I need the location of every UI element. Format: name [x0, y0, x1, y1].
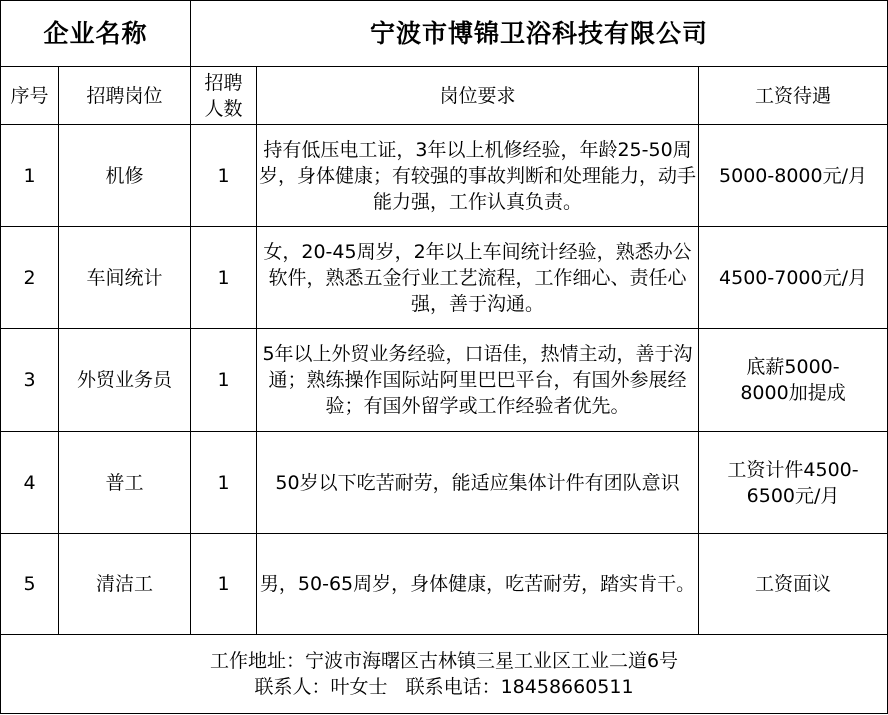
company-label: 企业名称 [1, 1, 191, 67]
header-count-line2: 人数 [204, 97, 243, 120]
row-requirements: 持有低压电工证，3年以上机修经验，年龄25-50周岁，身体健康；有较强的事故判断和处理能力，动手能力强，工作认真负责。 [257, 125, 699, 227]
row-index: 1 [1, 125, 59, 227]
company-row [1, 1, 888, 67]
footer-row [1, 635, 888, 714]
row-position: 车间统计 [59, 227, 191, 329]
row-position: 外贸业务员 [59, 329, 191, 432]
row-position: 清洁工 [59, 534, 191, 635]
row-index: 4 [1, 432, 59, 534]
table-row [1, 534, 888, 635]
header-row [1, 67, 888, 125]
row-salary: 工资面议 [699, 534, 888, 635]
header-salary: 工资待遇 [699, 67, 888, 125]
header-position: 招聘岗位 [59, 67, 191, 125]
header-count-line1: 招聘 [204, 71, 243, 94]
row-salary: 工资计件4500-6500元/月 [699, 432, 888, 534]
table-row [1, 432, 888, 534]
row-position: 普工 [59, 432, 191, 534]
row-count: 1 [191, 227, 257, 329]
table-row [1, 329, 888, 432]
row-requirements: 女，20-45周岁，2年以上车间统计经验，熟悉办公软件，熟悉五金行业工艺流程，工作细心、责任心强，善于沟通。 [257, 227, 699, 329]
row-requirements: 男，50-65周岁，身体健康，吃苦耐劳，踏实肯干。 [257, 534, 699, 635]
table-row [1, 125, 888, 227]
work-address: 工作地址：宁波市海曙区古林镇三星工业区工业二道6号 [209, 650, 679, 672]
table-row [1, 227, 888, 329]
row-count: 1 [191, 534, 257, 635]
row-count: 1 [191, 432, 257, 534]
row-salary: 4500-7000元/月 [699, 227, 888, 329]
row-requirements: 5年以上外贸业务经验，口语佳，热情主动，善于沟通；熟练操作国际站阿里巴巴平台，有国外参展经验；有国外留学或工作经验者优先。 [257, 329, 699, 432]
row-salary: 底薪5000-8000加提成 [699, 329, 888, 432]
contact-info: 联系人：叶女士 联系电话：18458660511 [254, 676, 634, 698]
row-position: 机修 [59, 125, 191, 227]
row-count: 1 [191, 329, 257, 432]
header-count [191, 67, 257, 125]
row-requirements: 50岁以下吃苦耐劳，能适应集体计件有团队意识 [257, 432, 699, 534]
row-salary: 5000-8000元/月 [699, 125, 888, 227]
row-index: 5 [1, 534, 59, 635]
row-count: 1 [191, 125, 257, 227]
header-requirements: 岗位要求 [257, 67, 699, 125]
row-index: 3 [1, 329, 59, 432]
footer-cell [1, 635, 888, 714]
company-name: 宁波市博锦卫浴科技有限公司 [191, 1, 888, 67]
header-index: 序号 [1, 67, 59, 125]
row-index: 2 [1, 227, 59, 329]
